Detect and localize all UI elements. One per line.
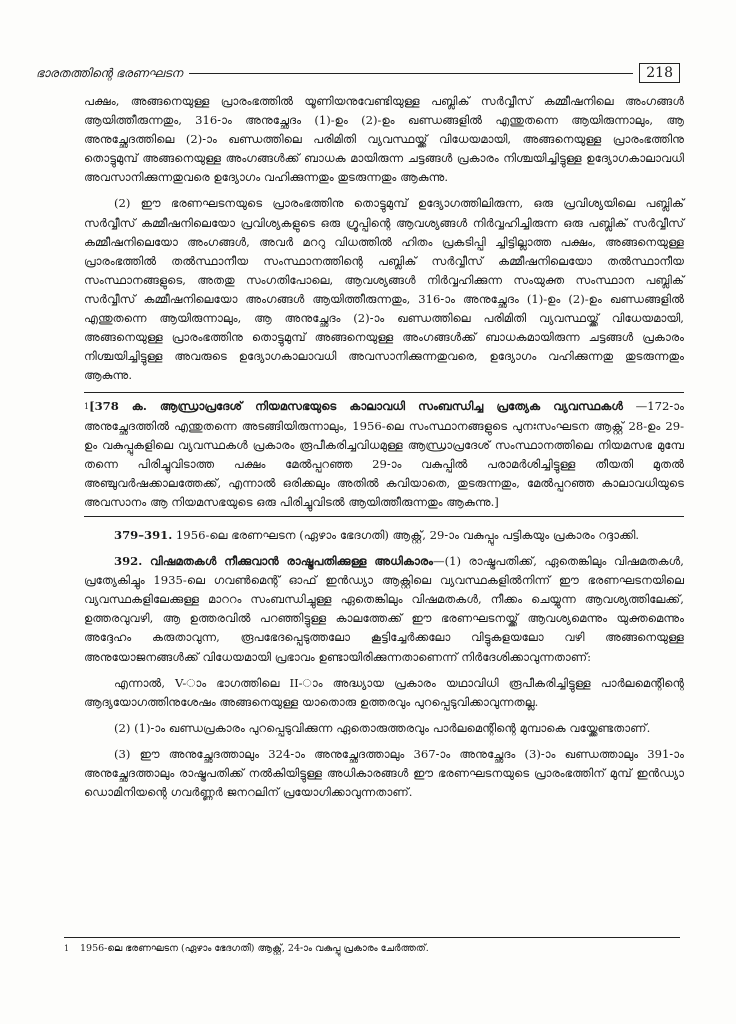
article-392-clause-3: (3) ഈ അനുച്ഛേദത്താലും 324-ാം അനുച്ഛേദത്താലും 367-ാം അനുച്ഛേദം (3)-ാം ഖണ്ഡത്താലും 391-ാം അനുച്ഛേദത്താലും രാഷ്ട്രപതിക്ക് നൽകിയിട്ടുള്ള അധികാരങ്ങൾ ഈ ഭരണഘടനയുടെ പ്രാരംഭത്തിന് മുമ്പ് ഇൻഡ്യാ ഡൊമിനിയന്റെ ഗവർണ്ണർ ജനറലിന് പ്രയോഗിക്കാവുന്നതാണ്. — [84, 746, 684, 800]
footnote-marker: 1 — [64, 944, 70, 953]
article-392 — [84, 552, 684, 667]
article-378a-body: —172-ാം അനുച്ഛേദത്തിൽ എന്തുതന്നെ അടങ്ങിയിരുന്നാലും, 1956-ലെ സംസ്ഥാനങ്ങളുടെ പുനഃസംഘടന ആക്റ്റ് 28-ഉം 29-ഉം വകുപ്പുകളിലെ വ്യവസ്ഥകൾ പ്രകാരം രൂപീകരിച്ചവിധമുള്ള ആന്ധ്രാപ്രദേശ് സംസ്ഥാനത്തിലെ നിയമസഭ മുമ്പേ തന്നെ പിരിച്ചുവിടാത്ത പക്ഷം മേൽപ്പറഞ്ഞ 29-ാം വകുപ്പിൽ പരാമർശിച്ചിട്ടുള്ള തീയതി മുതൽ അഞ്ചുവർഷക്കാലത്തേക്ക്, എന്നാൽ ഒരിക്കലും അതിൽ കവിയാതെ, തുടരുന്നതും, മേൽപ്പറഞ്ഞ കാലാവധിയുടെ അവസാനം ആ നിയമസഭയുടെ ഒരു പിരിച്ചുവിടൽ ആയിത്തീരുന്നതും ആകുന്നു.] — [84, 399, 684, 509]
article-392-proviso: എന്നാൽ, V-ാം ഭാഗത്തിലെ II-ാം അദ്ധ്യായ പ്രകാരം യഥാവിധി രൂപീകരിച്ചിട്ടുള്ള പാർലമെന്റിന്റെ ആദ്യയോഗത്തിനുശേഷം അങ്ങനെയുള്ള യാതൊരു ഉത്തരവും പുറപ്പെടുവിക്കാവുന്നതല്ല. — [84, 675, 684, 709]
header-title: ഭാരതത്തിന്റെ ഭരണഘടന — [36, 65, 183, 80]
page-number: 218 — [639, 63, 680, 83]
article-392-heading: വിഷമതകൾ നീക്കുവാൻ രാഷ്ട്രപതിക്കുള്ള അധികാരം — [142, 554, 434, 569]
paragraph-continuation: പക്ഷം, അങ്ങനെയുള്ള പ്രാരംഭത്തിൽ യൂണിയനുവേണ്ടിയുള്ള പബ്ലിക് സർവ്വീസ് കമ്മീഷനിലെ അംഗങ്ങൾ ആയിത്തീരുന്നതും, 316-ാം അനുച്ഛേദം (1)-ഉം (2)-ഉം ഖണ്ഡങ്ങളിൽ എന്തുതന്നെ ആയിരുന്നാലും, ആ അനുച്ഛേദത്തിലെ (2)-ാം ഖണ്ഡത്തിലെ പരിമിതി വ്യവസ്ഥയ്ക്ക് വിധേയമായി, അങ്ങനെയുള്ള പ്രാരംഭത്തിനു തൊട്ടുമുമ്പ് അങ്ങനെയുള്ള അംഗങ്ങൾക്ക് ബാധക മായിരുന്ന ചട്ടങ്ങൾ പ്രകാരം നിശ്ചയിച്ചിട്ടുള്ള ഉദ്യോഗകാലാവധി അവസാനിക്കുന്നതുവരെ ഉദ്യോഗം വഹിക്കുന്നതും തുടരുന്നതും ആകുന്നു. — [84, 94, 684, 185]
paragraph-clause-2: (2) ഈ ഭരണഘടനയുടെ പ്രാരംഭത്തിനു തൊട്ടുമുമ്പ് ഉദ്യോഗത്തിലിരുന്ന, ഒരു പ്രവിശ്യയിലെ പബ്ലിക് സർവ്വീസ് കമ്മീഷനിലെയോ പ്രവിശ്യകളുടെ ഒരു ഗ്രൂപ്പിന്റെ ആവശ്യങ്ങൾ നിർവ്വഹിച്ചിരുന്ന ഒരു പബ്ലിക് സർവ്വീസ് കമ്മീഷനിലെയോ അംഗങ്ങൾ, അവർ മററു വിധത്തിൽ ഹിതം പ്രകടിപ്പി ച്ചിട്ടില്ലാത്ത പക്ഷം, അങ്ങനെയുള്ള പ്രാരംഭത്തിൽ തൽസ്ഥാനീയ സംസ്ഥാനത്തിന്റെ പബ്ലിക് സർവ്വീസ് കമ്മീഷനിലെയോ തൽസ്ഥാനീയ സംസ്ഥാനങ്ങളുടെ, അതതു സംഗതിപോലെ, ആവശ്യങ്ങൾ നിർവ്വഹിക്കുന്ന സംയുക്ത സംസ്ഥാന പബ്ലിക് സർവ്വീസ് കമ്മീഷനിലെയോ അംഗങ്ങൾ ആയിത്തീരുന്നതും, 316-ാം അനുച്ഛേദം (1)-ഉം (2)-ഉം ഖണ്ഡങ്ങളിൽ എന്തുതന്നെ ആയിരുന്നാലും, ആ അനുച്ഛേദം (2)-ാം ഖണ്ഡത്തിലെ പരിമിതി വ്യവസ്ഥയ്ക്ക് വിധേയമായി, അങ്ങനെയുള്ള പ്രാരംഭത്തിനു തൊട്ടുമുമ്പ് അങ്ങനെയുള്ള അംഗങ്ങൾക്ക് ബാധകമായിരുന്ന ചട്ടങ്ങൾ പ്രകാരം നിശ്ചയിച്ചിട്ടുള്ള അവരുടെ ഉദ്യോഗകാലാവധി അവസാനിക്കുന്നതുവരെ, ഉദ്യോഗം വഹിക്കുന്നതു തുടരുന്നതും ആകുന്നു. — [84, 196, 684, 383]
article-378a-box — [84, 392, 684, 517]
article-392-number: 392. — [114, 554, 143, 569]
article-392-clause-2: (2) (1)-ാം ഖണ്ഡപ്രകാരം പുറപ്പെടുവിക്കുന്ന ഏതൊരുത്തരവും പാർലമെന്റിന്റെ മുമ്പാകെ വയ്ക്കേണ്ടതാണ്. — [114, 720, 651, 735]
footnote-ref: 1 — [84, 402, 90, 412]
body-text — [84, 92, 684, 809]
article-379-391-body: 1956-ലെ ഭരണഘടന (ഏഴാം ഭേദഗതി) ആക്റ്റ്, 29-ാം വകുപ്പും പട്ടികയും പ്രകാരം റദ്ദാക്കി. — [172, 527, 640, 542]
running-header — [36, 62, 680, 84]
article-379-391 — [84, 526, 684, 545]
article-378a-heading: [378 ക. ആന്ധ്രാപ്രദേശ് നിയമസഭയുടെ കാലാവധി സംബന്ധിച്ച പ്രത്യേക വ്യവസ്ഥകൾ — [89, 399, 624, 414]
footnote — [64, 937, 680, 955]
article-378a — [84, 397, 684, 512]
header-rule — [189, 73, 634, 74]
article-379-391-number: 379–391. — [114, 527, 173, 542]
footnote-text: 1956-ലെ ഭരണഘടന (ഏഴാം ഭേദഗതി) ആക്റ്റ്, 24-ാം വകുപ്പു പ്രകാരം ചേർത്തത്. — [80, 943, 429, 954]
article-392-body: —(1) രാഷ്ട്രപതിക്ക്, ഏതെങ്കിലും വിഷമതകൾ, പ്രത്യേകിച്ചും 1935-ലെ ഗവൺമെന്റ് ഓഫ് ഇൻഡ്യാ ആക്റ്റിലെ വ്യവസ്ഥകളിൽനിന്ന് ഈ ഭരണഘടനയിലെ വ്യവസ്ഥകളിലേക്കുള്ള മാററം സംബന്ധിച്ചുള്ള ഏതെങ്കിലും വിഷമതകൾ, നീക്കം ചെയ്യുന്ന ആവശ്യത്തിലേക്ക്, ഉത്തരവുവഴി, ആ ഉത്തരവിൽ പറഞ്ഞിട്ടുള്ള കാലത്തേക്ക് ഈ ഭരണഘടനയ്ക്ക് ആവശ്യമെന്നും യുക്തമെന്നും അദ്ദേഹം കരുതാവുന്ന, രൂപഭേദപ്പെടുത്തലോ കൂട്ടിച്ചേർക്കലോ വിട്ടുകളയലോ വഴി അങ്ങനെയുള്ള അനുയോജനങ്ങൾക്ക് വിധേയമായി പ്രഭാവം ഉണ്ടായിരിക്കുന്നതാണെന്ന് നിർദേശിക്കാവുന്നതാണ്: — [84, 554, 684, 664]
